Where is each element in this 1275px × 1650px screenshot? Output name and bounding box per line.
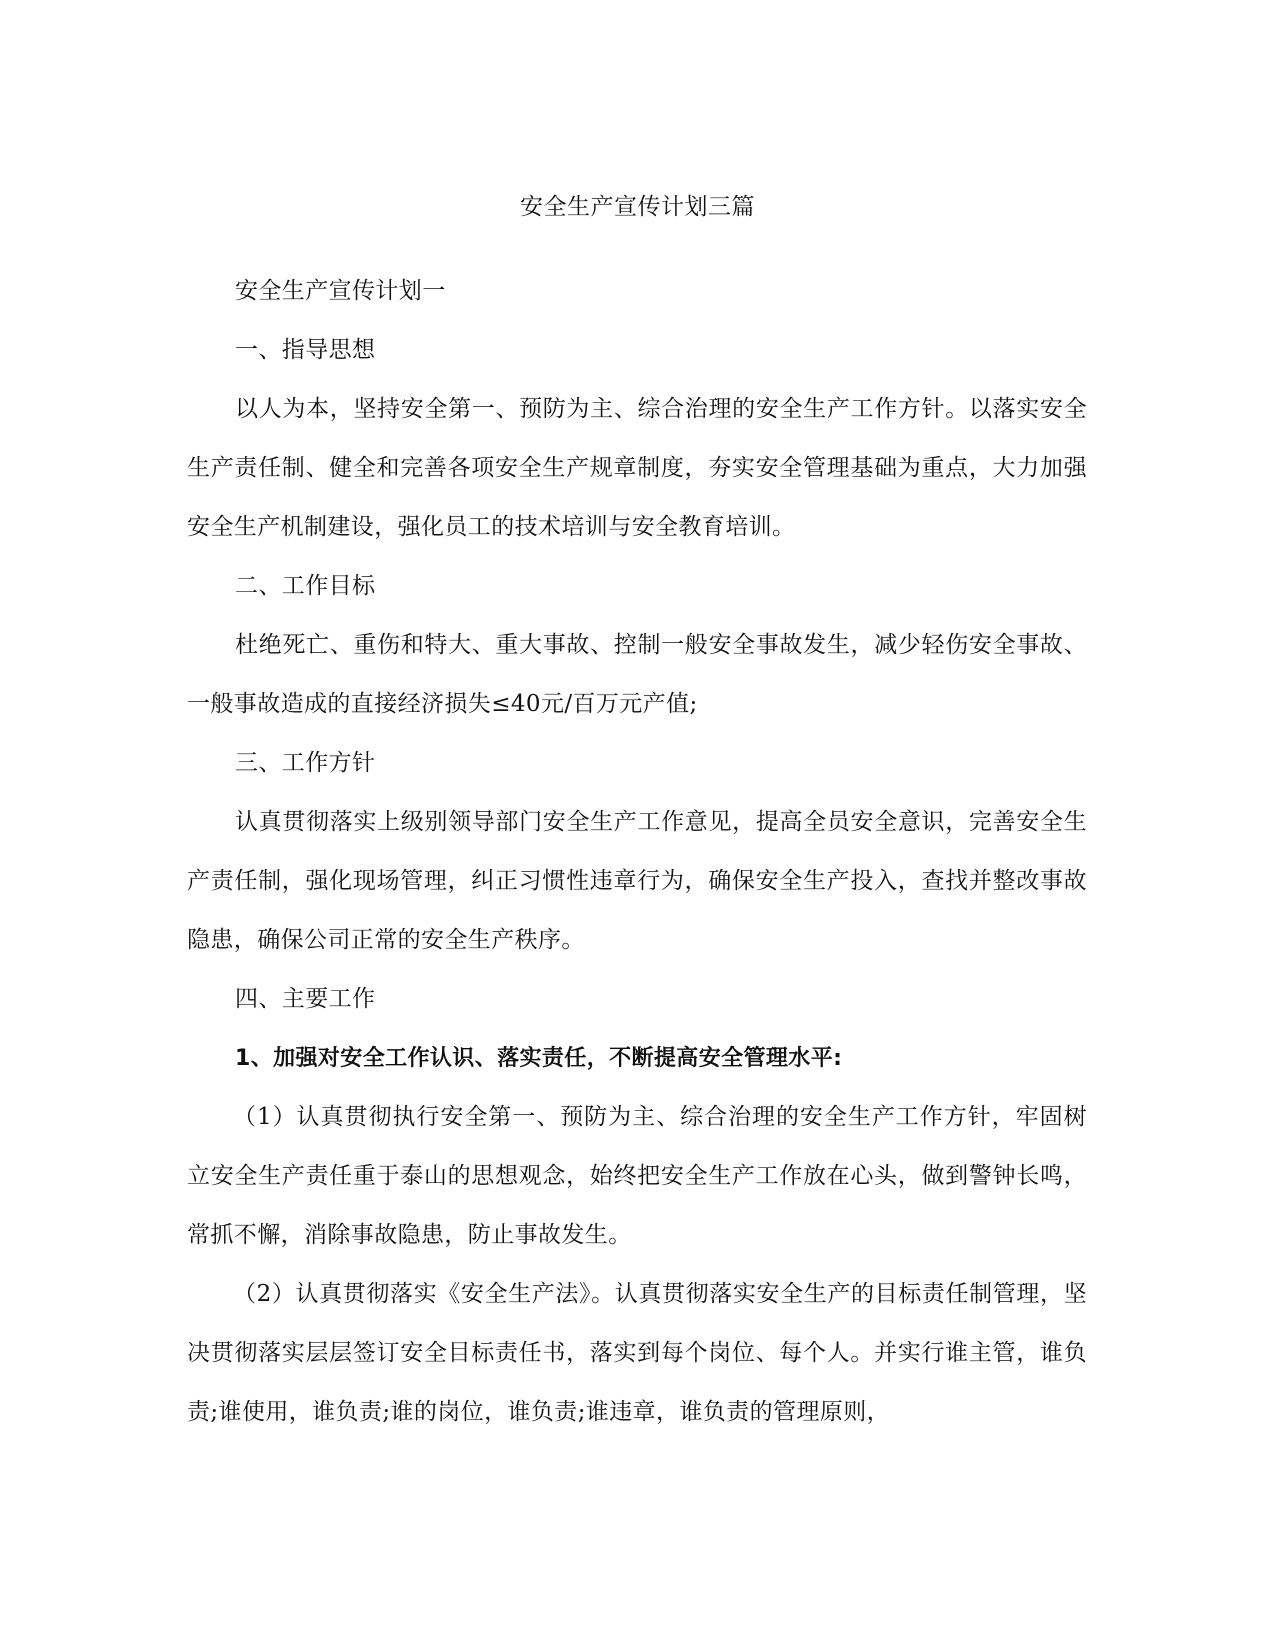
paragraph-item-1: （1）认真贯彻执行安全第一、预防为主、综合治理的安全生产工作方针，牢固树立安全生产责任重于泰山的思想观念，始终把安全生产工作放在心头，做到警钟长鸣，常抓不懈，消除事故隐患，防止事故发生。 <box>187 1104 1087 1248</box>
section-heading-work-policy: 三、工作方针 <box>235 750 376 776</box>
subheading-strengthen-awareness: 1、加强对安全工作认识、落实责任，不断提高安全管理水平: <box>235 1046 843 1071</box>
document-body <box>187 262 1087 1442</box>
section-heading-main-work: 四、主要工作 <box>235 986 376 1012</box>
section-heading-plan-one: 安全生产宣传计划一 <box>235 278 446 304</box>
section-heading-work-goals: 二、工作目标 <box>235 573 376 599</box>
paragraph-work-policy: 认真贯彻落实上级别领导部门安全生产工作意见，提高全员安全意识，完善安全生产责任制，强化现场管理，纠正习惯性违章行为，确保安全生产投入，查找并整改事故隐患，确保公司正常的安全生产秩序。 <box>187 809 1087 953</box>
section-heading-guiding-ideology: 一、指导思想 <box>235 337 376 363</box>
paragraph-item-2: （2）认真贯彻落实《安全生产法》。认真贯彻落实安全生产的目标责任制管理，坚决贯彻落实层层签订安全目标责任书，落实到每个岗位、每个人。并实行谁主管，谁负责;谁使用，谁负责;谁的岗位，谁负责;谁违章，谁负责的管理原则， <box>187 1281 1087 1425</box>
document-title: 安全生产宣传计划三篇 <box>520 194 755 220</box>
paragraph-work-goals: 杜绝死亡、重伤和特大、重大事故、控制一般安全事故发生，减少轻伤安全事故、一般事故造成的直接经济损失≤40元/百万元产值; <box>187 632 1087 717</box>
paragraph-guiding-ideology: 以人为本，坚持安全第一、预防为主、综合治理的安全生产工作方针。以落实安全生产责任制、健全和完善各项安全生产规章制度，夯实安全管理基础为重点，大力加强安全生产机制建设，强化员工的技术培训与安全教育培训。 <box>187 396 1087 540</box>
